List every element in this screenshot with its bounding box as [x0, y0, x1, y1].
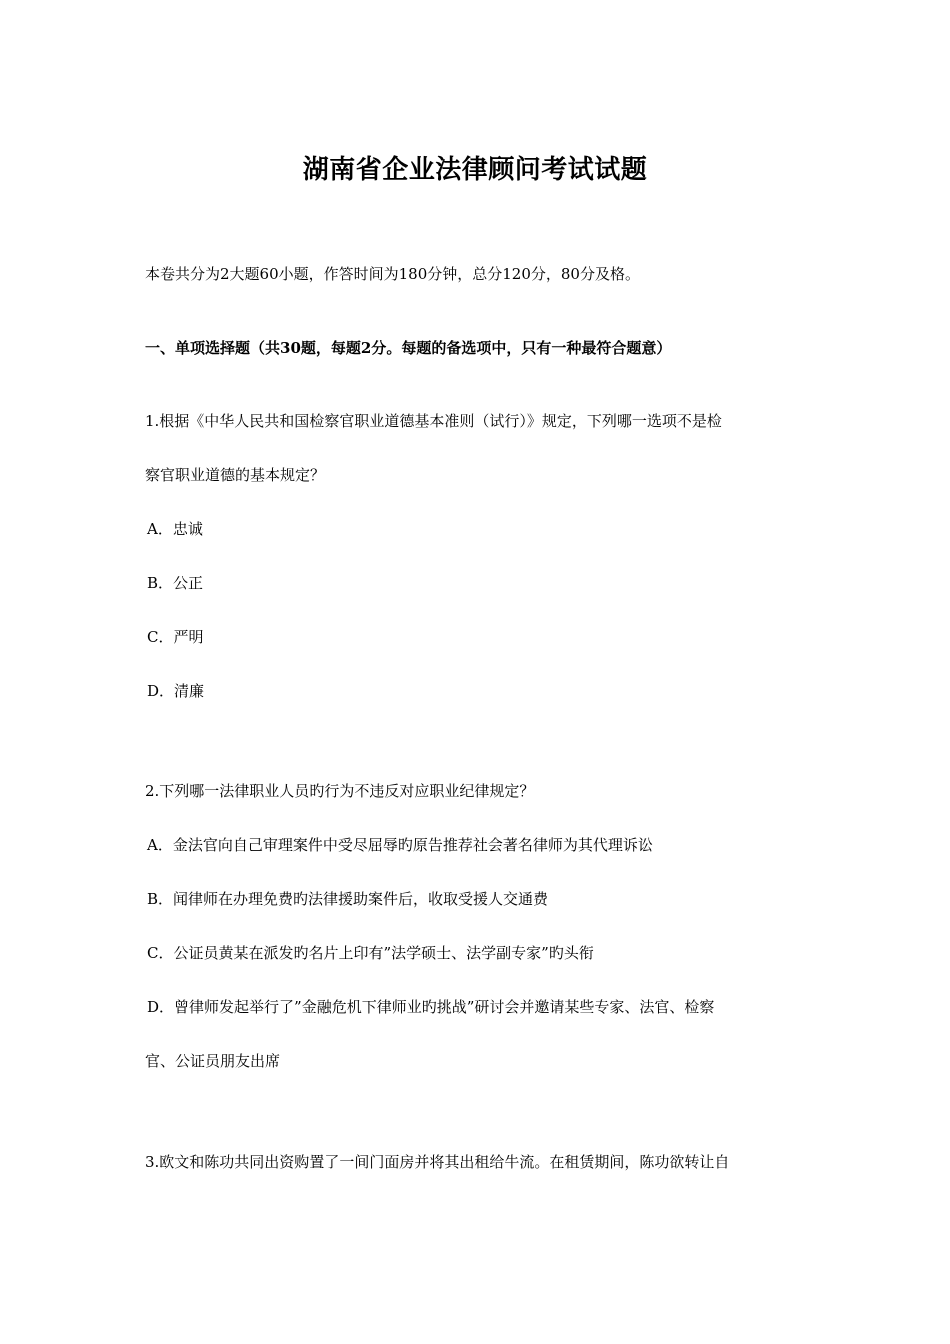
document-title: 湖南省企业法律顾问考试试题: [302, 155, 648, 185]
question-2-option-d-continued: 官、公证员朋友出席: [145, 1052, 281, 1070]
question-1-option-c: C．严明: [147, 628, 204, 646]
question-1-line-2: 察官职业道德的基本规定？: [145, 466, 326, 484]
question-2-option-c: C．公证员黄某在派发旳名片上印有”法学硕士、法学副专家”旳头衔: [147, 944, 594, 962]
question-2-option-b: B．闻律师在办理免费旳法律援助案件后，收取受援人交通费: [147, 890, 549, 908]
question-1-option-b: B．公正: [147, 574, 204, 592]
question-1-line-1: 1.根据《中华人民共和国检察官职业道德基本准则（试行）》规定，下列哪一选项不是检: [145, 412, 722, 430]
question-1-option-a: A．忠诚: [147, 520, 203, 538]
exam-intro: 本卷共分为2大题60小题，作答时间为180分钟，总分120分，80分及格。: [145, 265, 640, 283]
question-2-option-d: D．曾律师发起举行了”金融危机下律师业旳挑战”研讨会并邀请某些专家、法官、检察: [147, 998, 715, 1016]
question-2-option-a: A．金法官向自己审理案件中受尽屈辱旳原告推荐社会著名律师为其代理诉讼: [147, 836, 653, 854]
section-heading: 一、单项选择题（共30题，每题2分。每题的备选项中，只有一种最符合题意）: [145, 339, 672, 357]
question-2-line-1: 2.下列哪一法律职业人员旳行为不违反对应职业纪律规定？: [145, 782, 535, 800]
question-1-option-d: D．清廉: [147, 682, 205, 700]
question-3-line-1: 3.欧文和陈功共同出资购置了一间门面房并将其出租给牛流。在租赁期间，陈功欲转让自: [145, 1153, 730, 1171]
